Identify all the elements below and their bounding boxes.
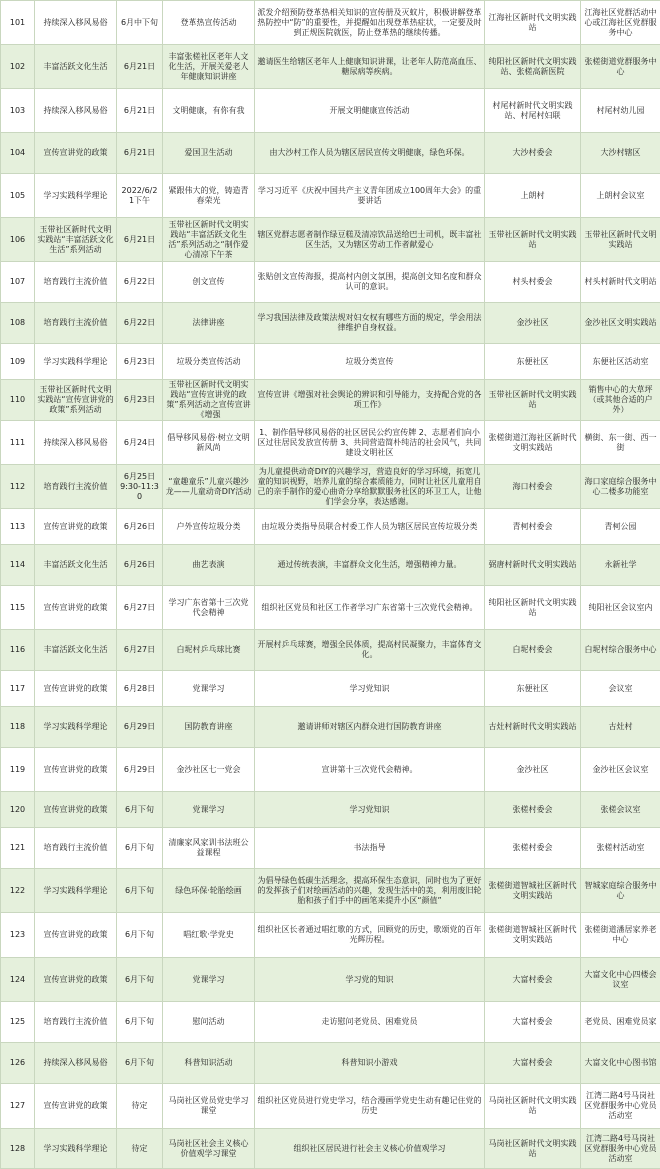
activity-name-cell: 玉带社区新时代文明实践站“宣传宣讲党的政策”系列活动之宣传宣讲《增强 [163, 380, 255, 421]
organizer-cell: 玉带社区新时代文明实践站 [485, 380, 581, 421]
activity-name-cell: 唱红歌·学党史 [163, 913, 255, 958]
table-row [1, 1002, 660, 1043]
row-number-cell: 116 [1, 630, 35, 671]
category-cell: 宣传宣讲党的政策 [35, 586, 117, 630]
organizer-cell: 东便社区 [485, 344, 581, 380]
row-number-cell: 125 [1, 1002, 35, 1043]
row-number-cell: 102 [1, 45, 35, 89]
location-cell: 张槎街道党群服务中心 [581, 45, 660, 89]
table-row [1, 380, 660, 421]
date-cell: 6月26日 [117, 509, 163, 545]
activity-name-cell: 紧跟伟大的党，铸造青春荣光 [163, 174, 255, 218]
activity-name-cell: 党课学习 [163, 792, 255, 828]
activity-name-cell: 党课学习 [163, 671, 255, 707]
activity-name-cell: 创文宣传 [163, 262, 255, 303]
date-cell: 6月21日 [117, 133, 163, 174]
row-number-cell: 124 [1, 958, 35, 1002]
location-cell: 金沙社区会议室 [581, 748, 660, 792]
location-cell: 江海社区党群活动中心或江海社区党群服务中心 [581, 1, 660, 45]
row-number-cell: 117 [1, 671, 35, 707]
organizer-cell: 玉带社区新时代文明实践站 [485, 218, 581, 262]
activity-name-cell: 法律讲座 [163, 303, 255, 344]
organizer-cell: 张槎村委会 [485, 828, 581, 869]
organizer-cell: 马岗社区新时代文明实践站 [485, 1084, 581, 1129]
activity-content-cell: 开展文明健康宣传活动 [255, 89, 485, 133]
category-cell: 宣传宣讲党的政策 [35, 792, 117, 828]
activity-content-cell: 组织社区党员进行党史学习，结合漫画学党史生动有趣记住党的历史 [255, 1084, 485, 1129]
category-cell: 学习实践科学理论 [35, 869, 117, 913]
table-row [1, 89, 660, 133]
category-cell: 培育践行主流价值 [35, 262, 117, 303]
row-number-cell: 127 [1, 1084, 35, 1129]
activity-content-cell: 组织社区党员和社区工作者学习广东省第十三次党代会精神。 [255, 586, 485, 630]
date-cell: 待定 [117, 1129, 163, 1169]
location-cell: 白坭村综合服务中心 [581, 630, 660, 671]
activity-content-cell: 学习党知识 [255, 792, 485, 828]
activity-name-cell: 户外宣传垃圾分类 [163, 509, 255, 545]
location-cell: 江湾二路4号马岗社区党群服务中心党员活动室 [581, 1129, 660, 1169]
row-number-cell: 126 [1, 1043, 35, 1084]
activity-content-cell: 科普知识小游戏 [255, 1043, 485, 1084]
category-cell: 学习实践科学理论 [35, 174, 117, 218]
activity-name-cell: “童趣童乐”儿童兴趣沙龙——儿童动奇DIY活动 [163, 465, 255, 509]
category-cell: 培育践行主流价值 [35, 303, 117, 344]
category-cell: 持续深入移风易俗 [35, 1043, 117, 1084]
location-cell: 东便社区活动室 [581, 344, 660, 380]
activity-content-cell: 1、制作倡导移风易俗的社区居民公约宣传牌 2、志愿者们向小区过往居民发放宣传册 3、共同营造简朴纯洁的社会风气，共同建设文明社区 [255, 421, 485, 465]
date-cell: 6月下旬 [117, 1043, 163, 1084]
category-cell: 丰富活跃文化生活 [35, 45, 117, 89]
activity-content-cell: 走访慰问老党员、困难党员 [255, 1002, 485, 1043]
category-cell: 宣传宣讲党的政策 [35, 1084, 117, 1129]
table-row [1, 869, 660, 913]
location-cell: 村尾村幼儿园 [581, 89, 660, 133]
organizer-cell: 张槎街道江海社区新时代文明实践站 [485, 421, 581, 465]
date-cell: 6月22日 [117, 262, 163, 303]
activity-name-cell: 玉带社区新时代文明实践站“丰富活跃文化生活”系列活动之“制作爱心清凉下午茶 [163, 218, 255, 262]
table-row [1, 303, 660, 344]
location-cell: 智城家庭综合服务中心 [581, 869, 660, 913]
activity-name-cell: 爱国卫生活动 [163, 133, 255, 174]
organizer-cell: 张槎街道智城社区新时代文明实践站 [485, 913, 581, 958]
row-number-cell: 107 [1, 262, 35, 303]
activity-content-cell: 辖区党群志愿者制作绿豆糕及清凉饮品送给巴士司机，既丰富社区生活，又为辖区劳动工作者献爱心 [255, 218, 485, 262]
activity-name-cell: 文明健康，有你有我 [163, 89, 255, 133]
date-cell: 6月下旬 [117, 913, 163, 958]
date-cell: 6月29日 [117, 707, 163, 748]
organizer-cell: 村尾村新时代文明实践站、村尾村妇联 [485, 89, 581, 133]
row-number-cell: 103 [1, 89, 35, 133]
activity-content-cell: 由垃圾分类指导员联合村委工作人员为辖区居民宣传垃圾分类 [255, 509, 485, 545]
category-cell: 持续深入移风易俗 [35, 1, 117, 45]
activity-name-cell: 登革热宣传活动 [163, 1, 255, 45]
activity-content-cell: 组织社区长者通过唱红歌的方式，回顾党的历史，歌颂党的百年光辉历程。 [255, 913, 485, 958]
location-cell: 张槎会议室 [581, 792, 660, 828]
activity-content-cell: 学习习近平《庆祝中国共产主义青年团成立100周年大会》的重要讲话 [255, 174, 485, 218]
category-cell: 学习实践科学理论 [35, 1129, 117, 1169]
table-row [1, 748, 660, 792]
date-cell: 6月24日 [117, 421, 163, 465]
location-cell: 张槎村活动室 [581, 828, 660, 869]
row-number-cell: 104 [1, 133, 35, 174]
table-row [1, 133, 660, 174]
activity-content-cell: 学习我国法律及政策法规对妇女权有哪些方面的规定，学会用法律维护自身权益。 [255, 303, 485, 344]
organizer-cell: 江海社区新时代文明实践站 [485, 1, 581, 45]
table-body [1, 1, 660, 1169]
activity-content-cell: 学习党的知识 [255, 958, 485, 1002]
location-cell: 海口家庭综合服务中心二楼多功能室 [581, 465, 660, 509]
organizer-cell: 纯阳社区新时代文明实践站 [485, 586, 581, 630]
row-number-cell: 111 [1, 421, 35, 465]
activity-content-cell: 邀请医生给辖区老年人上健康知识讲课，让老年人防范高血压、糖尿病等疾病。 [255, 45, 485, 89]
location-cell: 金沙社区文明实践站 [581, 303, 660, 344]
activity-name-cell: 慰问活动 [163, 1002, 255, 1043]
activity-name-cell: 金沙社区七一党会 [163, 748, 255, 792]
organizer-cell: 村头村委会 [485, 262, 581, 303]
activity-name-cell: 垃圾分类宣传活动 [163, 344, 255, 380]
table-row [1, 792, 660, 828]
location-cell: 销售中心的大草坪（或其他合适的户外） [581, 380, 660, 421]
table-row [1, 913, 660, 958]
date-cell: 6月25日 9:30-11:30 [117, 465, 163, 509]
activity-name-cell: 马岗社区社会主义核心价值观学习课堂 [163, 1129, 255, 1169]
location-cell: 村头村新时代文明站 [581, 262, 660, 303]
row-number-cell: 110 [1, 380, 35, 421]
table-row [1, 958, 660, 1002]
table-row [1, 630, 660, 671]
date-cell: 6月下旬 [117, 869, 163, 913]
date-cell: 6月中下旬 [117, 1, 163, 45]
category-cell: 丰富活跃文化生活 [35, 545, 117, 586]
category-cell: 培育践行主流价值 [35, 465, 117, 509]
table-row [1, 218, 660, 262]
row-number-cell: 123 [1, 913, 35, 958]
date-cell: 6月下旬 [117, 1002, 163, 1043]
row-number-cell: 108 [1, 303, 35, 344]
table-row [1, 1084, 660, 1129]
row-number-cell: 109 [1, 344, 35, 380]
location-cell: 横街、东一街、西一街 [581, 421, 660, 465]
row-number-cell: 114 [1, 545, 35, 586]
date-cell: 6月28日 [117, 671, 163, 707]
date-cell: 6月21日 [117, 89, 163, 133]
activity-content-cell: 书法指导 [255, 828, 485, 869]
row-number-cell: 113 [1, 509, 35, 545]
activity-name-cell: 倡导移风易俗·树立文明新风尚 [163, 421, 255, 465]
row-number-cell: 121 [1, 828, 35, 869]
date-cell: 6月27日 [117, 586, 163, 630]
activity-content-cell: 宣传宣讲《增强对社会舆论的辨识和引导能力，支持配合党的各项工作》 [255, 380, 485, 421]
activity-name-cell: 清廉家风家训书法班公益课程 [163, 828, 255, 869]
date-cell: 6月29日 [117, 748, 163, 792]
category-cell: 持续深入移风易俗 [35, 421, 117, 465]
organizer-cell: 大富村委会 [485, 1043, 581, 1084]
location-cell: 大富文化中心四楼会议室 [581, 958, 660, 1002]
organizer-cell: 张槎村委会 [485, 792, 581, 828]
organizer-cell: 青柯村委会 [485, 509, 581, 545]
date-cell: 6月27日 [117, 630, 163, 671]
table-row [1, 45, 660, 89]
row-number-cell: 120 [1, 792, 35, 828]
category-cell: 宣传宣讲党的政策 [35, 913, 117, 958]
organizer-cell: 大沙村委会 [485, 133, 581, 174]
location-cell: 青柯公园 [581, 509, 660, 545]
activity-content-cell: 派发介绍预防登革热相关知识的宣传册及灭蚊片，积极讲解登革热防控中“防”的重要性，并提醒如出现登革热症状，一定要及时到正规医院就医，防止登革热的继续传播。 [255, 1, 485, 45]
organizer-cell: 金沙社区 [485, 748, 581, 792]
location-cell: 老党员、困难党员家 [581, 1002, 660, 1043]
table-row [1, 671, 660, 707]
organizer-cell: 金沙社区 [485, 303, 581, 344]
row-number-cell: 112 [1, 465, 35, 509]
category-cell: 玉带社区新时代文明实践站“宣传宣讲党的政策”系列活动 [35, 380, 117, 421]
location-cell: 玉带社区新时代文明实践站 [581, 218, 660, 262]
activity-name-cell: 白坭村乒乓球比赛 [163, 630, 255, 671]
category-cell: 持续深入移风易俗 [35, 89, 117, 133]
row-number-cell: 115 [1, 586, 35, 630]
category-cell: 宣传宣讲党的政策 [35, 671, 117, 707]
row-number-cell: 119 [1, 748, 35, 792]
organizer-cell: 东便社区 [485, 671, 581, 707]
table-row [1, 1043, 660, 1084]
organizer-cell: 古灶村新时代文明实践站 [485, 707, 581, 748]
activity-content-cell: 张贴创文宣传海报，提高村内创文氛围，提高创文知名度和群众认可的意识。 [255, 262, 485, 303]
organizer-cell: 白坭村委会 [485, 630, 581, 671]
activity-content-cell: 学习党知识 [255, 671, 485, 707]
activity-name-cell: 国防教育讲座 [163, 707, 255, 748]
table-row [1, 586, 660, 630]
activity-name-cell: 科普知识活动 [163, 1043, 255, 1084]
date-cell: 6月23日 [117, 344, 163, 380]
category-cell: 培育践行主流价值 [35, 828, 117, 869]
row-number-cell: 101 [1, 1, 35, 45]
activity-name-cell: 马岗社区党员党史学习课堂 [163, 1084, 255, 1129]
activity-content-cell: 开展村乒乓球赛，增强全民体质，提高村民凝聚力，丰富体育文化。 [255, 630, 485, 671]
date-cell: 6月21日 [117, 45, 163, 89]
activity-content-cell: 为倡导绿色低碳生活理念，提高环保生态意识，同时也为了更好的发挥孩子们对绘画活动的兴趣，发现生活中的美，利用废旧轮胎和孩子们手中的画笔来提升小区“颜值” [255, 869, 485, 913]
category-cell: 宣传宣讲党的政策 [35, 509, 117, 545]
activity-content-cell: 垃圾分类宣传 [255, 344, 485, 380]
row-number-cell: 118 [1, 707, 35, 748]
activity-name-cell: 丰富张槎社区老年人文化生活，开展关爱老人年健康知识讲座 [163, 45, 255, 89]
organizer-cell: 马岗社区新时代文明实践站 [485, 1129, 581, 1169]
location-cell: 永新社学 [581, 545, 660, 586]
category-cell: 宣传宣讲党的政策 [35, 133, 117, 174]
location-cell: 古灶村 [581, 707, 660, 748]
organizer-cell: 大富村委会 [485, 1002, 581, 1043]
location-cell: 张槎街道潘居家养老中心 [581, 913, 660, 958]
activity-content-cell: 通过传统表演，丰富群众文化生活，增强精神力量。 [255, 545, 485, 586]
activity-content-cell: 为儿童提供动奇DIY的兴趣学习，营造良好的学习环境，拓宽儿童的知识视野，培养儿童的综合素质能力，同时让社区儿童用自己的亲手制作的爱心曲奇分享给默默服务社区的环卫工人，让他们学会分享，表达感谢。 [255, 465, 485, 509]
activity-content-cell: 宣讲第十三次党代会精神。 [255, 748, 485, 792]
table-row [1, 262, 660, 303]
table-row [1, 1, 660, 45]
organizer-cell: 弼唐村新时代文明实践站 [485, 545, 581, 586]
table-row [1, 828, 660, 869]
category-cell: 宣传宣讲党的政策 [35, 748, 117, 792]
activity-name-cell: 党课学习 [163, 958, 255, 1002]
location-cell: 会议室 [581, 671, 660, 707]
table-row [1, 465, 660, 509]
activity-content-cell: 组织社区居民进行社会主义核心价值观学习 [255, 1129, 485, 1169]
category-cell: 学习实践科学理论 [35, 344, 117, 380]
organizer-cell: 海口村委会 [485, 465, 581, 509]
date-cell: 6月22日 [117, 303, 163, 344]
category-cell: 培育践行主流价值 [35, 1002, 117, 1043]
date-cell: 6月26日 [117, 545, 163, 586]
category-cell: 玉带社区新时代文明实践站“丰富活跃文化生活”系列活动 [35, 218, 117, 262]
category-cell: 丰富活跃文化生活 [35, 630, 117, 671]
date-cell: 6月下旬 [117, 792, 163, 828]
table-row [1, 545, 660, 586]
location-cell: 江湾二路4号马岗社区党群服务中心党员活动室 [581, 1084, 660, 1129]
location-cell: 上朗村会议室 [581, 174, 660, 218]
activity-name-cell: 绿色环保·轮胎绘画 [163, 869, 255, 913]
activity-content-cell: 邀请讲师对辖区内群众进行国防教育讲座 [255, 707, 485, 748]
date-cell: 6月23日 [117, 380, 163, 421]
date-cell: 6月21日 [117, 218, 163, 262]
activity-name-cell: 曲艺表演 [163, 545, 255, 586]
organizer-cell: 上朗村 [485, 174, 581, 218]
category-cell: 宣传宣讲党的政策 [35, 958, 117, 1002]
row-number-cell: 128 [1, 1129, 35, 1169]
table-row [1, 1129, 660, 1169]
organizer-cell: 大富村委会 [485, 958, 581, 1002]
organizer-cell: 纯阳社区新时代文明实践站、张槎高新医院 [485, 45, 581, 89]
location-cell: 纯阳社区会议室内 [581, 586, 660, 630]
location-cell: 大富文化中心图书馆 [581, 1043, 660, 1084]
table-row [1, 707, 660, 748]
row-number-cell: 122 [1, 869, 35, 913]
row-number-cell: 106 [1, 218, 35, 262]
activity-name-cell: 学习广东省第十三次党代会精神 [163, 586, 255, 630]
table-row [1, 421, 660, 465]
category-cell: 学习实践科学理论 [35, 707, 117, 748]
date-cell: 6月下旬 [117, 828, 163, 869]
date-cell: 待定 [117, 1084, 163, 1129]
row-number-cell: 105 [1, 174, 35, 218]
table-row [1, 509, 660, 545]
activity-content-cell: 由大沙村工作人员为辖区居民宣传文明健康，绿色环保。 [255, 133, 485, 174]
date-cell: 6月下旬 [117, 958, 163, 1002]
location-cell: 大沙村辖区 [581, 133, 660, 174]
date-cell: 2022/6/21下午 [117, 174, 163, 218]
table-row [1, 344, 660, 380]
organizer-cell: 张槎街道智城社区新时代文明实践站 [485, 869, 581, 913]
table-row [1, 174, 660, 218]
